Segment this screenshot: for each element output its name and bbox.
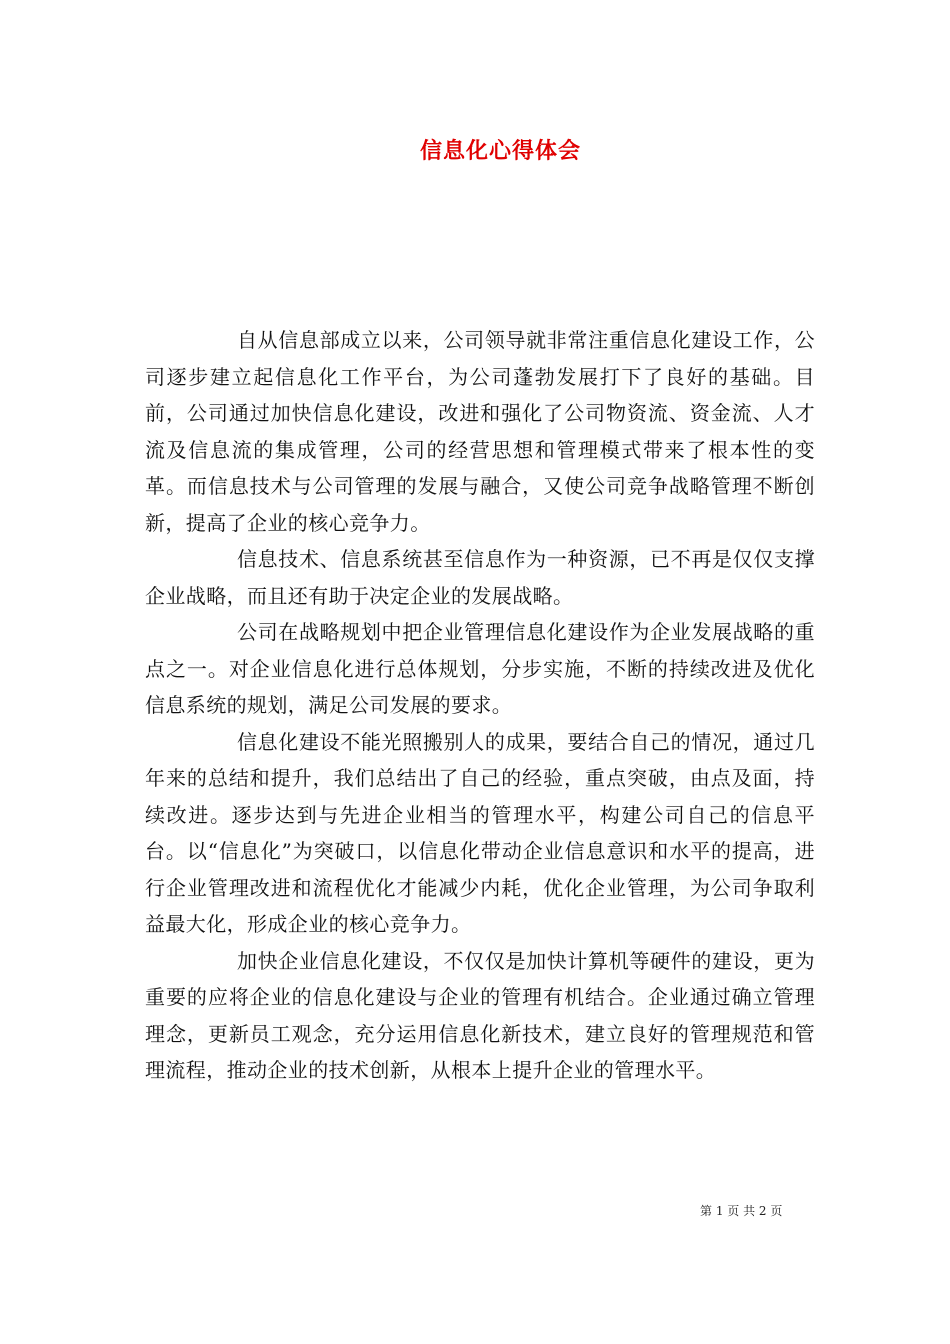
page-footer: 第 1 页 共 2 页	[700, 1204, 783, 1218]
document-title: 信息化心得体会	[420, 139, 582, 164]
paragraph-5: 加快企业信息化建设，不仅仅是加快计算机等硬件的建设，更为重要的应将企业的信息化建设与企业的管理有机结合。企业通过确立管理理念，更新员工观念，充分运用信息化新技术，建立良好的管理规范和管理流程，推动企业的技术创新，从根本上提升企业的管理水平。	[145, 948, 815, 1082]
paragraph-3: 公司在战略规划中把企业管理信息化建设作为企业发展战略的重点之一。对企业信息化进行总体规划，分步实施，不断的持续改进及优化信息系统的规划，满足公司发展的要求。	[145, 620, 815, 717]
paragraph-1: 自从信息部成立以来，公司领导就非常注重信息化建设工作，公司逐步建立起信息化工作平台，为公司蓬勃发展打下了良好的基础。目前，公司通过加快信息化建设，改进和强化了公司物资流、资金流、人才流及信息流的集成管理，公司的经营思想和管理模式带来了根本性的变革。而信息技术与公司管理的发展与融合，又使公司竞争战略管理不断创新，提高了企业的核心竞争力。	[145, 328, 815, 535]
paragraph-4: 信息化建设不能光照搬别人的成果，要结合自己的情况，通过几年来的总结和提升，我们总结出了自己的经验，重点突破，由点及面，持续改进。逐步达到与先进企业相当的管理水平，构建公司自己的信息平台。以“信息化”为突破口，以信息化带动企业信息意识和水平的提高，进行企业管理改进和流程优化才能减少内耗，优化企业管理，为公司争取利益最大化，形成企业的核心竞争力。	[145, 729, 815, 936]
document-body	[145, 322, 815, 1089]
paragraph-2: 信息技术、信息系统甚至信息作为一种资源，已不再是仅仅支撑企业战略，而且还有助于决定企业的发展战略。	[145, 547, 815, 608]
